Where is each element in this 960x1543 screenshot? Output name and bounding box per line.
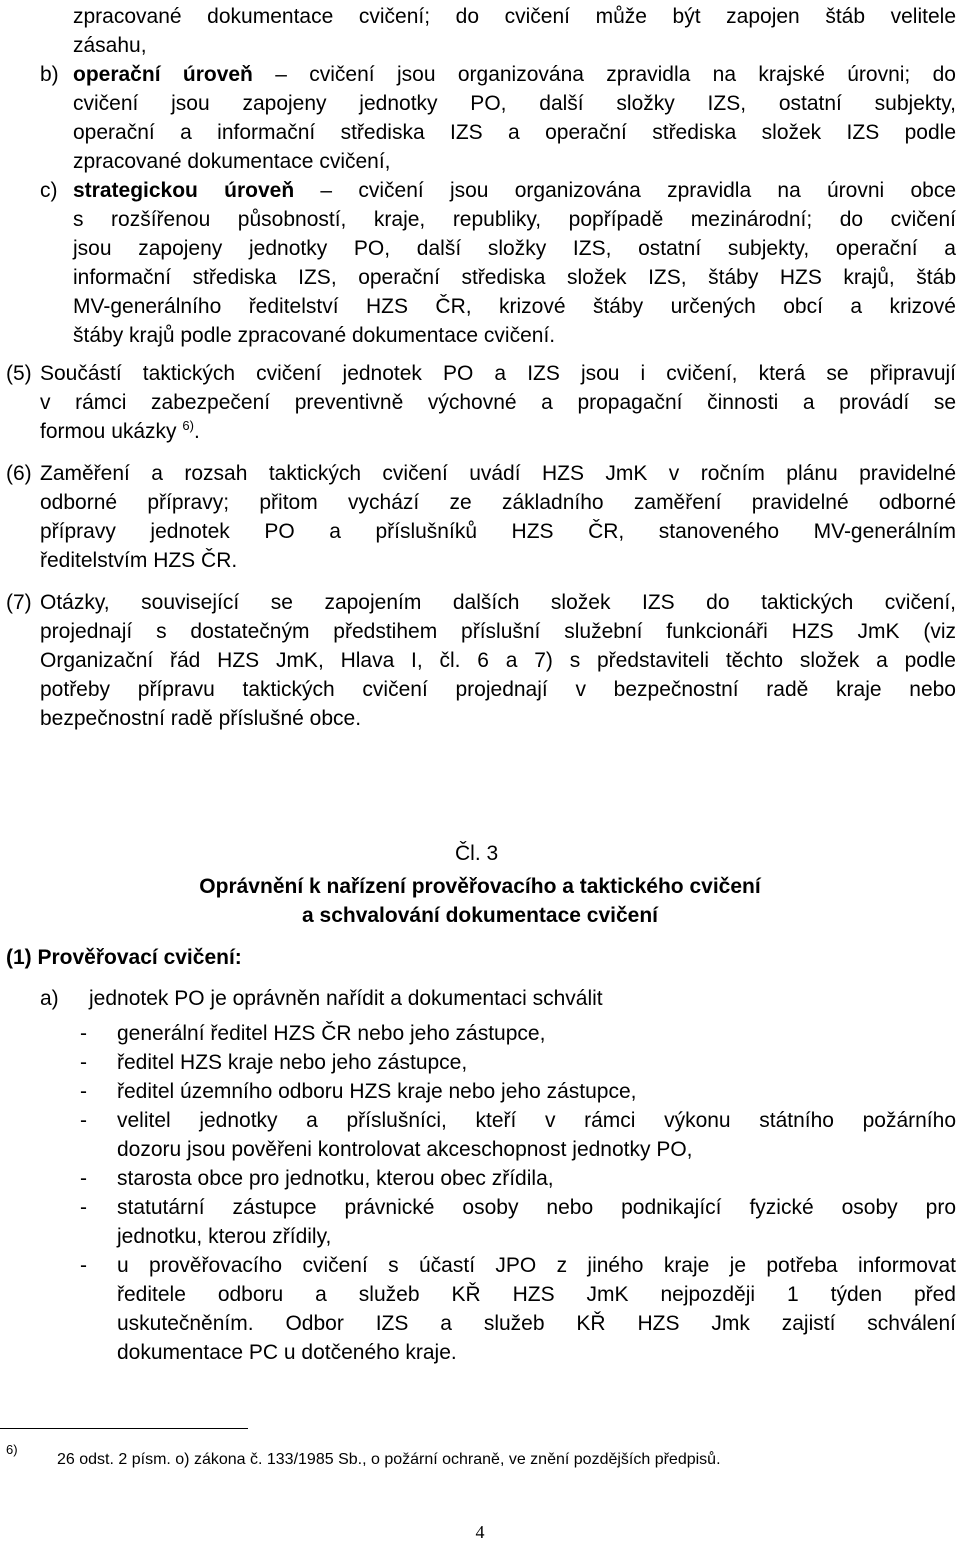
text-line: formou ukázky $^{6)}$. <box>40 418 200 443</box>
text-line: štáby krajů podle zpracované dokumentace cvičení. <box>73 324 556 347</box>
text-line: operační úroveň – cvičení jsou organizována zpravidla na krajské úrovni; do <box>73 63 956 86</box>
emphasis-term: operační úroveň <box>73 63 253 86</box>
dash-marker: - <box>80 1254 87 1277</box>
text-line: jsou zapojeny jednotky PO, další složky IZS, ostatní subjekty, operační a <box>73 237 956 260</box>
text-line: jednotek PO je oprávněn nařídit a dokumentaci schválit <box>89 987 603 1010</box>
list-item: velitel jednotky a příslušníci, kteří v rámci výkonu státního požárního <box>117 1109 956 1132</box>
text-line: přípravy jednotek PO a příslušníků HZS ČR, stanoveného MV-generálním <box>40 520 956 543</box>
list-marker: b) <box>40 63 59 86</box>
text-line: zpracované dokumentace cvičení; do cvičení může být zapojen štáb velitele <box>73 5 956 28</box>
text-line: MV-generálního ředitelství HZS ČR, krizové štáby určených obcí a krizové <box>73 295 956 318</box>
paragraph-number: (7) <box>6 591 32 614</box>
article-title: Oprávnění k nařízení prověřovacího a taktického cvičení <box>199 875 761 898</box>
text-line: cvičení jsou zapojeny jednotky PO, další složky IZS, ostatní subjekty, <box>73 92 956 115</box>
list-marker: c) <box>40 179 58 202</box>
text-line: v rámci zabezpečení preventivně výchovné a propagační činnosti a provádí se <box>40 391 956 414</box>
dash-marker: - <box>80 1022 87 1045</box>
text-line: s rozšířenou působností, kraje, republiky, popřípadě mezinárodní; do cvičení <box>73 208 956 231</box>
dash-marker: - <box>80 1196 87 1219</box>
text-line: Součástí taktických cvičení jednotek PO a IZS jsou i cvičení, která se připravují <box>40 362 956 385</box>
list-item-cont: uskutečněním. Odbor IZS a služeb KŘ HZS Jmk zajistí schválení <box>117 1312 956 1335</box>
dash-marker: - <box>80 1167 87 1190</box>
list-item: generální ředitel HZS ČR nebo jeho zástupce, <box>117 1022 546 1045</box>
text-line: odborné přípravy; přitom vychází ze základního zaměření pravidelné odborné <box>40 491 956 514</box>
section-heading: (1) Prověřovací cvičení: <box>6 946 242 969</box>
page-number: 4 <box>475 1522 485 1542</box>
text-line: Zaměření a rozsah taktických cvičení uvádí HZS JmK v ročním plánu pravidelné <box>40 462 956 485</box>
paragraph-number: (5) <box>6 362 32 385</box>
footnote-marker: 6) <box>6 1442 18 1457</box>
text-line: Otázky, související se zapojením dalších složek IZS do taktických cvičení, <box>40 591 956 614</box>
paragraph-number: (6) <box>6 462 32 485</box>
footnote-text: 26 odst. 2 písm. o) zákona č. 133/1985 Sb., o požární ochraně, ve znění pozdějších předpisů. <box>57 1451 721 1468</box>
text-line: potřeby přípravu taktických cvičení projednají v bezpečnostní radě kraje nebo <box>40 678 956 701</box>
list-item-cont: jednotku, kterou zřídily, <box>117 1225 332 1248</box>
list-item: statutární zástupce právnické osoby nebo podnikající fyzické osoby pro <box>117 1196 956 1219</box>
text-line: projednají s dostatečným předstihem příslušní služební funkcionáři HZS JmK (viz <box>40 620 956 643</box>
dash-marker: - <box>80 1080 87 1103</box>
text-line: bezpečnostní radě příslušné obce. <box>40 707 362 730</box>
footnote-separator <box>0 1428 248 1429</box>
footnote-reference[interactable]: 6) <box>182 418 194 433</box>
list-item-cont: ředitele odboru a služeb KŘ HZS JmK nejpozději 1 týden před <box>117 1283 956 1306</box>
text-line: strategickou úroveň – cvičení jsou organizována zpravidla na úrovni obce <box>73 179 956 202</box>
list-item: u prověřovacího cvičení s účastí JPO z jiného kraje je potřeba informovat <box>117 1254 956 1277</box>
text-line: zásahu, <box>73 34 147 57</box>
emphasis-term: strategickou úroveň <box>73 179 295 202</box>
list-item-cont: dokumentace PC u dotčeného kraje. <box>117 1341 457 1364</box>
article-subtitle: a schvalování dokumentace cvičení <box>302 904 658 927</box>
list-item: ředitel HZS kraje nebo jeho zástupce, <box>117 1051 468 1074</box>
list-item: starosta obce pro jednotku, kterou obec zřídila, <box>117 1167 554 1190</box>
list-marker: a) <box>40 987 59 1010</box>
list-item-cont: dozoru jsou pověřeni kontrolovat akceschopnost jednotky PO, <box>117 1138 693 1161</box>
article-number: Čl. 3 <box>455 842 499 865</box>
text-line: ředitelstvím HZS ČR. <box>40 549 238 572</box>
text-line: zpracované dokumentace cvičení, <box>73 150 391 173</box>
list-item: ředitel územního odboru HZS kraje nebo jeho zástupce, <box>117 1080 637 1103</box>
text-line: Organizační řád HZS JmK, Hlava I, čl. 6 a 7) s představiteli těchto složek a podle <box>40 649 956 672</box>
dash-marker: - <box>80 1051 87 1074</box>
dash-marker: - <box>80 1109 87 1132</box>
text-line: operační a informační střediska IZS a operační střediska složek IZS podle <box>73 121 956 144</box>
text-line: informační střediska IZS, operační střediska složek IZS, štáby HZS krajů, štáb <box>73 266 956 289</box>
